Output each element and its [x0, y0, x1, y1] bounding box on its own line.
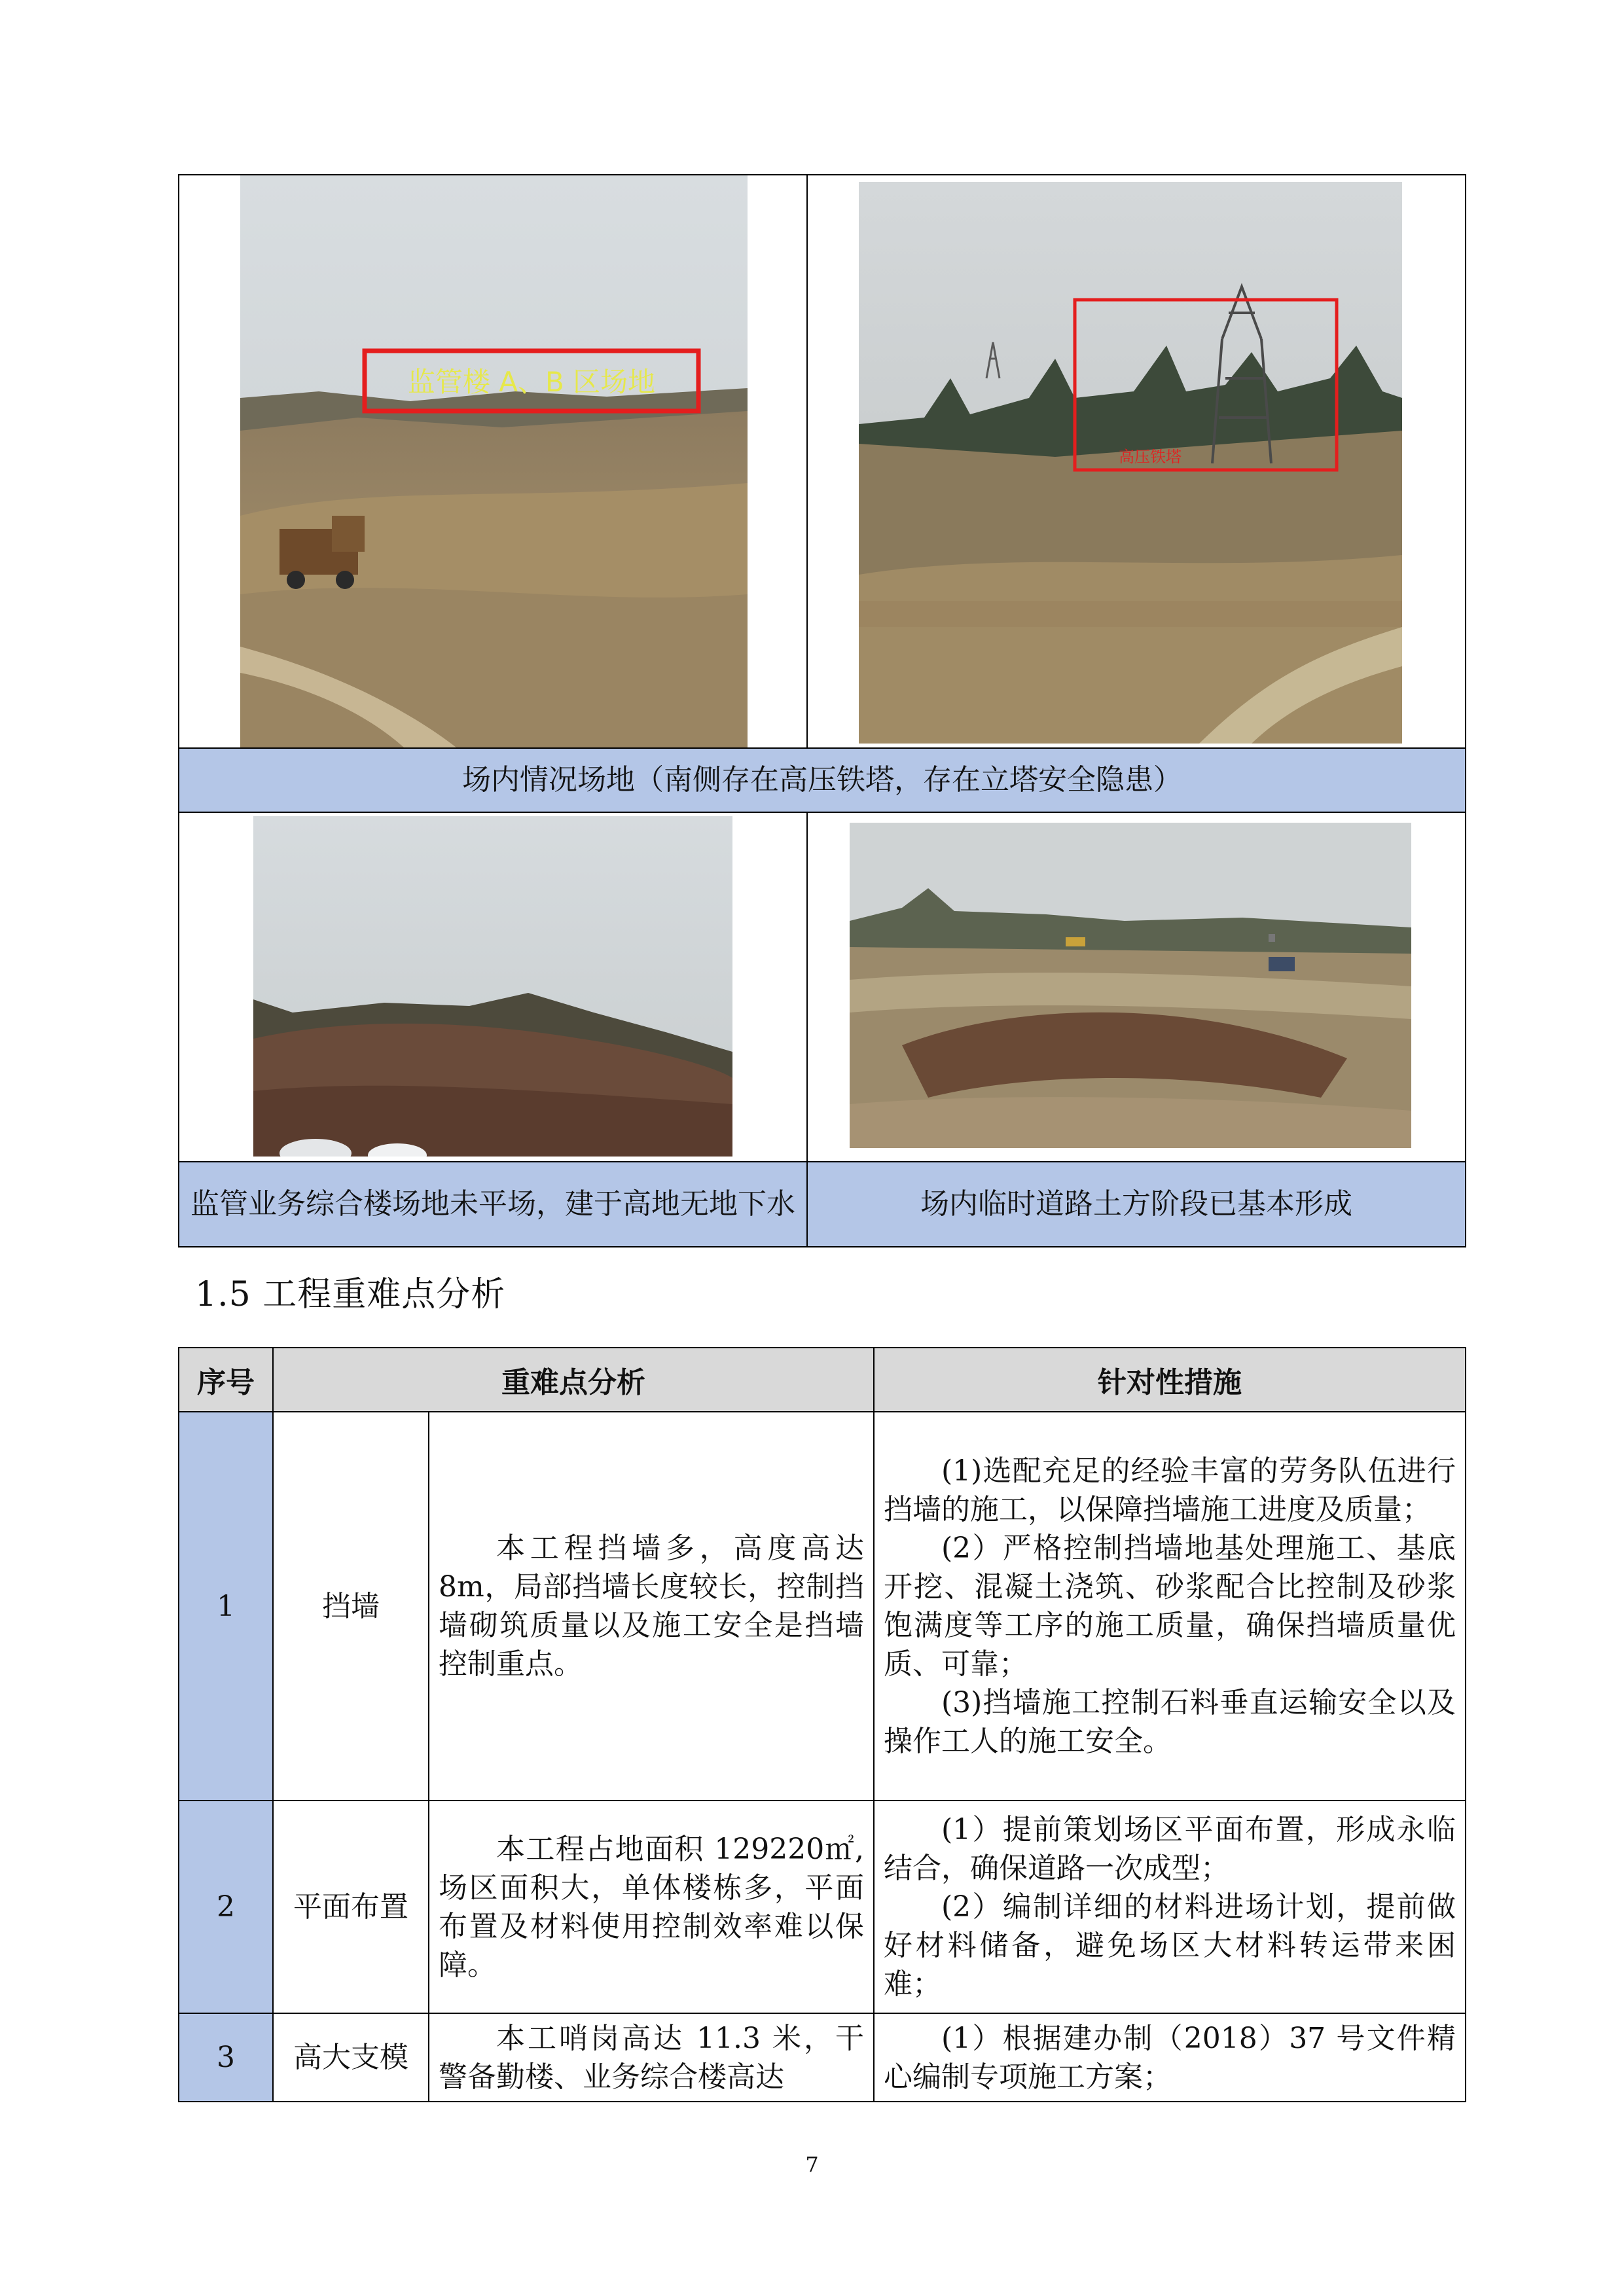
- photo-cell-office-site: [179, 812, 807, 1162]
- row-name: 平面布置: [273, 1801, 429, 2013]
- photo-label-tower: 高压铁塔: [1119, 448, 1182, 466]
- site-photo-office: [253, 816, 732, 1157]
- row-analysis: 本工程占地面积 129220㎡,场区面积大，单体楼栋多，平面布置及材料使用控制效率难以保障。: [429, 1801, 874, 2013]
- photo-cell-tower: [807, 175, 1466, 748]
- photo-cell-temp-road: [807, 812, 1466, 1162]
- site-photo-road: [850, 823, 1411, 1148]
- header-no: 序号: [179, 1348, 273, 1412]
- row-measures: (1)选配充足的经验丰富的劳务队伍进行挡墙的施工，以保障挡墙施工进度及质量； (2）严格控制挡墙地基处理施工、基底开挖、混凝土浇筑、砂浆配合比控制及砂浆饱满度等工序的施工质量，确保挡墙质量优质、可靠； (3)挡墙施工控制石料垂直运输安全以及操作工人的施工安全。: [874, 1412, 1466, 1801]
- site-photo-ab: [240, 175, 748, 747]
- row-number: 3: [179, 2013, 273, 2102]
- difficulty-table: [178, 1347, 1466, 2102]
- page-number: 7: [805, 2152, 819, 2177]
- section-title: 1.5 工程重难点分析: [195, 1275, 506, 1314]
- row-analysis: 本工程挡墙多，高度高达8m，局部挡墙长度较长，控制挡墙砌筑质量以及施工安全是挡墙控制重点。: [429, 1412, 874, 1801]
- header-analysis: 重难点分析: [273, 1348, 874, 1412]
- row-name: 挡墙: [273, 1412, 429, 1801]
- row-measures: (1）根据建办制（2018）37 号文件精心编制专项施工方案；: [874, 2013, 1466, 2102]
- photo-label-site-ab: 监管楼 A、B 区场地: [407, 366, 656, 398]
- photo-table: [178, 174, 1466, 1247]
- photo-cell-site-ab: [179, 175, 807, 748]
- row-name: 高大支模: [273, 2013, 429, 2102]
- row-number: 1: [179, 1412, 273, 1801]
- row-measures: (1）提前策划场区平面布置，形成永临结合，确保道路一次成型； (2）编制详细的材料进场计划，提前做好材料储备，避免场区大材料转运带来困难；: [874, 1801, 1466, 2013]
- row-analysis: 本工哨岗高达 11.3 米，干警备勤楼、业务综合楼高达: [429, 2013, 874, 2102]
- table-row: [179, 1412, 1466, 1801]
- header-measures: 针对性措施: [874, 1348, 1466, 1412]
- table-header-row: [179, 1348, 1466, 1412]
- table-row: [179, 1801, 1466, 2013]
- table-row: [179, 2013, 1466, 2102]
- row-number: 2: [179, 1801, 273, 2013]
- photo-caption-row2-left: 监管业务综合楼场地未平场，建于高地无地下水: [179, 1162, 807, 1247]
- site-photo-tower: [859, 182, 1402, 744]
- photo-caption-row2-right: 场内临时道路土方阶段已基本形成: [807, 1162, 1466, 1247]
- photo-caption-row1: 场内情况场地（南侧存在高压铁塔，存在立塔安全隐患）: [179, 748, 1466, 812]
